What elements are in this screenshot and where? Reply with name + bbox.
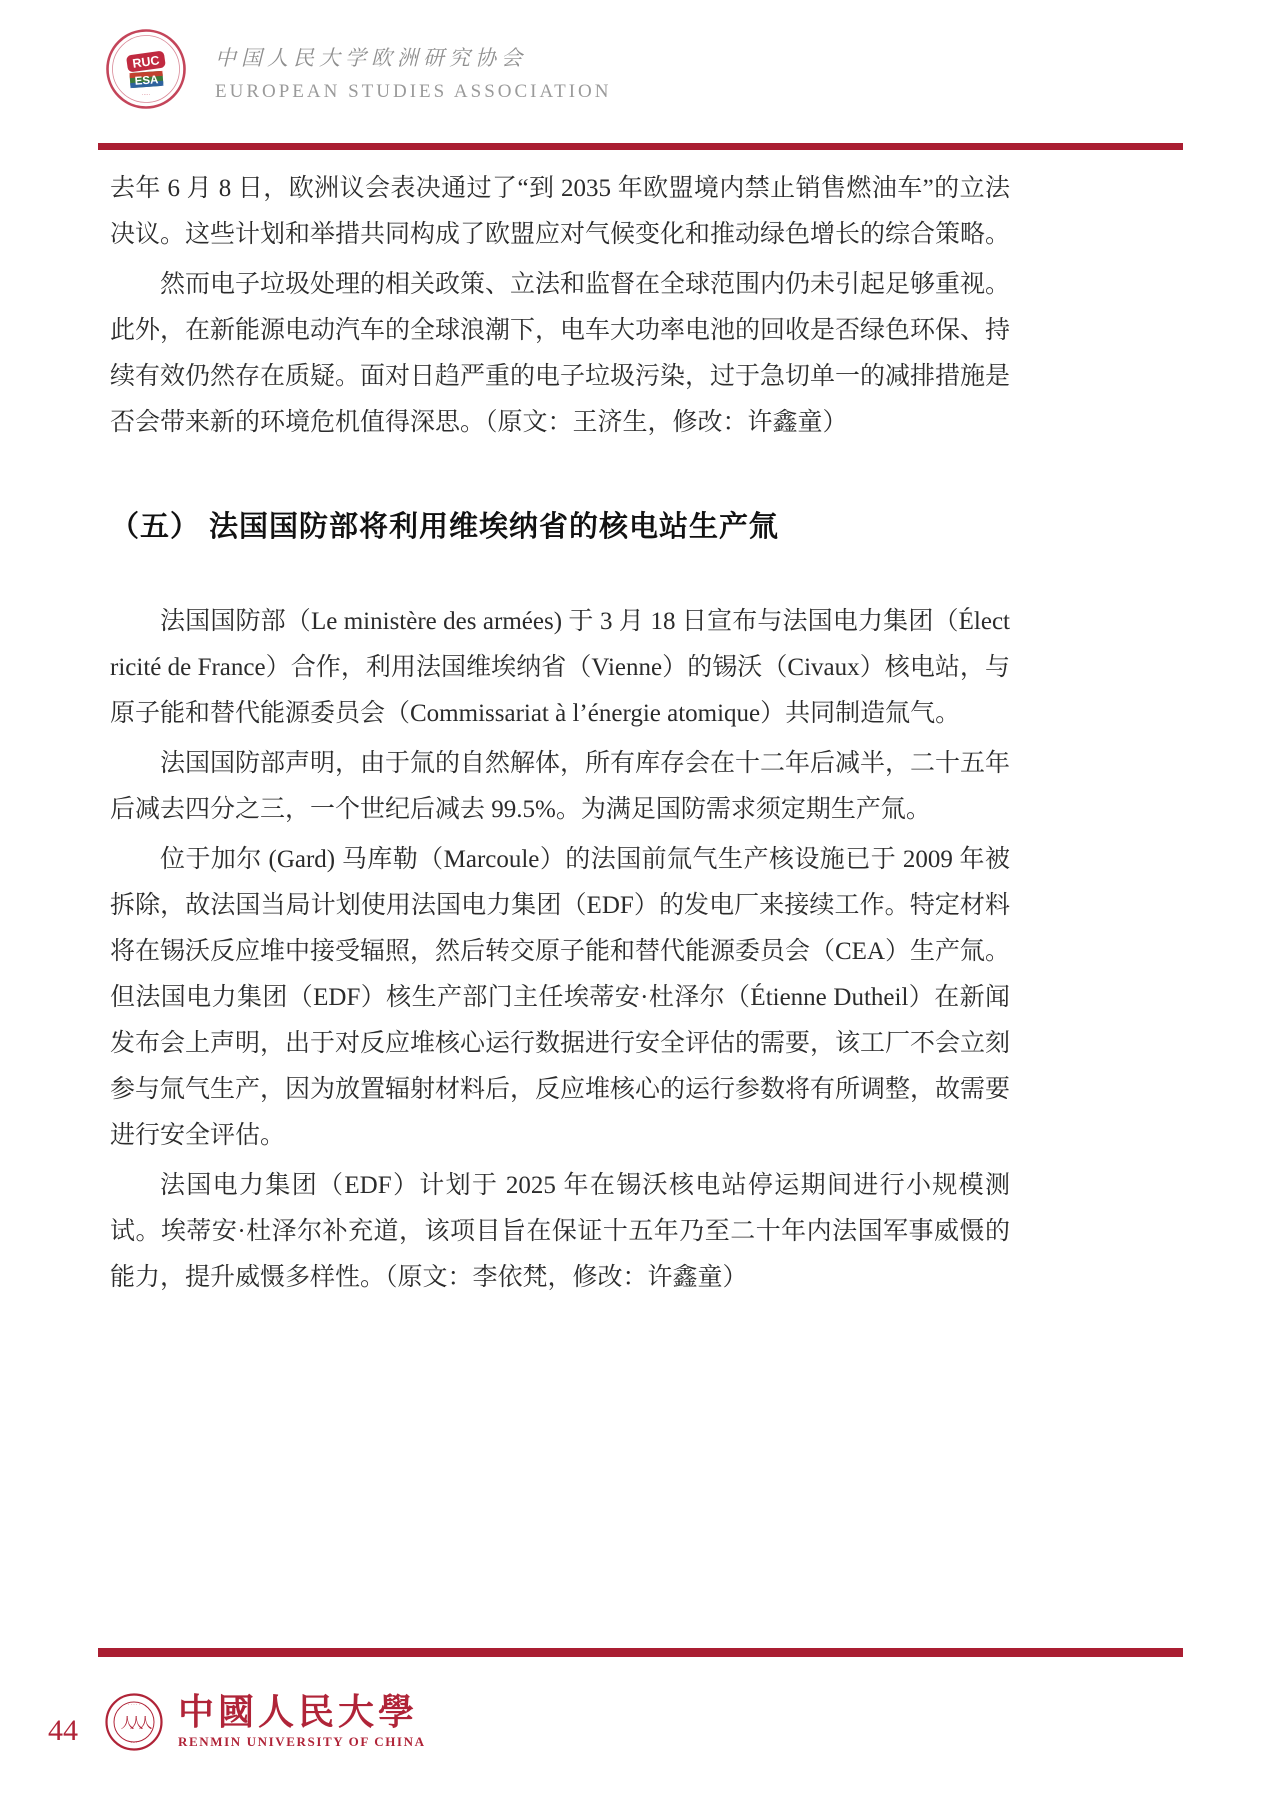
- body-paragraph: 法国国防部声明，由于氚的自然解体，所有库存会在十二年后减半，二十五年后减去四分之三，一个世纪后减去 99.5%。为满足国防需求须定期生产氚。: [110, 750, 1011, 823]
- svg-text:·····: ·····: [141, 92, 151, 98]
- svg-text:ESA: ESA: [134, 74, 159, 88]
- body-paragraph: 然而电子垃圾处理的相关政策、立法和监督在全球范围内仍未引起足够重视。此外，在新能源电动汽车的全球浪潮下，电车大功率电池的回收是否绿色环保、持续有效仍然存在质疑。面对日趋严重的电子垃圾污染，过于急切单一的减排措施是否会带来新的环境危机值得深思。（原文：王济生，修改：许鑫童）: [110, 271, 1011, 436]
- footer-divider-rule: [98, 1648, 1183, 1657]
- body-paragraph: 法国国防部（Le ministère des armées) 于 3 月 18 日宣布与法国电力集团（Électricité de France）合作，利用法国维埃纳省（Vienne）的锡沃（Civaux）核电站，与原子能和替代能源委员会（Commissariat à l’énergie atomique）共同制造氚气。: [110, 608, 1010, 727]
- body-paragraph: 去年 6 月 8 日，欧洲议会表决通过了“到 2035 年欧盟境内禁止销售燃油车”的立法决议。这些计划和举措共同构成了欧盟应对气候变化和推动绿色增长的综合策略。: [110, 175, 1011, 248]
- page-number: 44: [48, 1714, 78, 1747]
- org-name-english: EUROPEAN STUDIES ASSOCIATION: [215, 80, 612, 102]
- body-paragraph: 法国电力集团（EDF）计划于 2025 年在锡沃核电站停运期间进行小规模测试。埃蒂安·杜泽尔补充道，该项目旨在保证十五年乃至二十年内法国军事威慑的能力，提升威慑多样性。（原文：李依梵，修改：许鑫童）: [110, 1172, 1010, 1291]
- svg-text:· · ·: · · ·: [130, 1740, 138, 1745]
- body-paragraph: 位于加尔 (Gard) 马库勒（Marcoule）的法国前氚气生产核设施已于 2009 年被拆除，故法国当局计划使用法国电力集团（EDF）的发电厂来接续工作。特定材料将在锡沃反应堆中接受辐照，然后转交原子能和替代能源委员会（CEA）生产氚。但法国电力集团（EDF）核生产部门主任埃蒂安·杜泽尔（Étienne Dutheil）在新闻发布会上声明，出于对反应堆核心运行数据进行安全评估的需要，该工厂不会立刻参与氚气生产，因为放置辐射材料后，反应堆核心的运行参数将有所调整，故需要进行安全评估。: [110, 846, 1011, 1149]
- article-body: [110, 166, 1010, 1305]
- org-name-chinese: 中国人民大学欧洲研究协会: [215, 45, 527, 70]
- section-heading: （五） 法国国防部将利用维埃纳省的核电站生产氚: [110, 511, 780, 543]
- header-divider-rule: [98, 143, 1183, 150]
- page-footer: [48, 1692, 426, 1752]
- page-header: [105, 28, 611, 110]
- footer-university-titles: [178, 1694, 426, 1750]
- svg-text:RUC: RUC: [131, 53, 161, 71]
- university-name-english: RENMIN UNIVERSITY OF CHINA: [178, 1734, 426, 1749]
- svg-text:· · · · ·: · · · · ·: [127, 1702, 141, 1707]
- university-name-chinese: 中國人民大學: [178, 1692, 419, 1732]
- svg-text:人人人: 人人人: [120, 1717, 148, 1732]
- esa-association-seal-icon: [105, 28, 187, 110]
- ruc-university-seal-icon: [104, 1692, 164, 1752]
- header-org-titles: [215, 36, 611, 103]
